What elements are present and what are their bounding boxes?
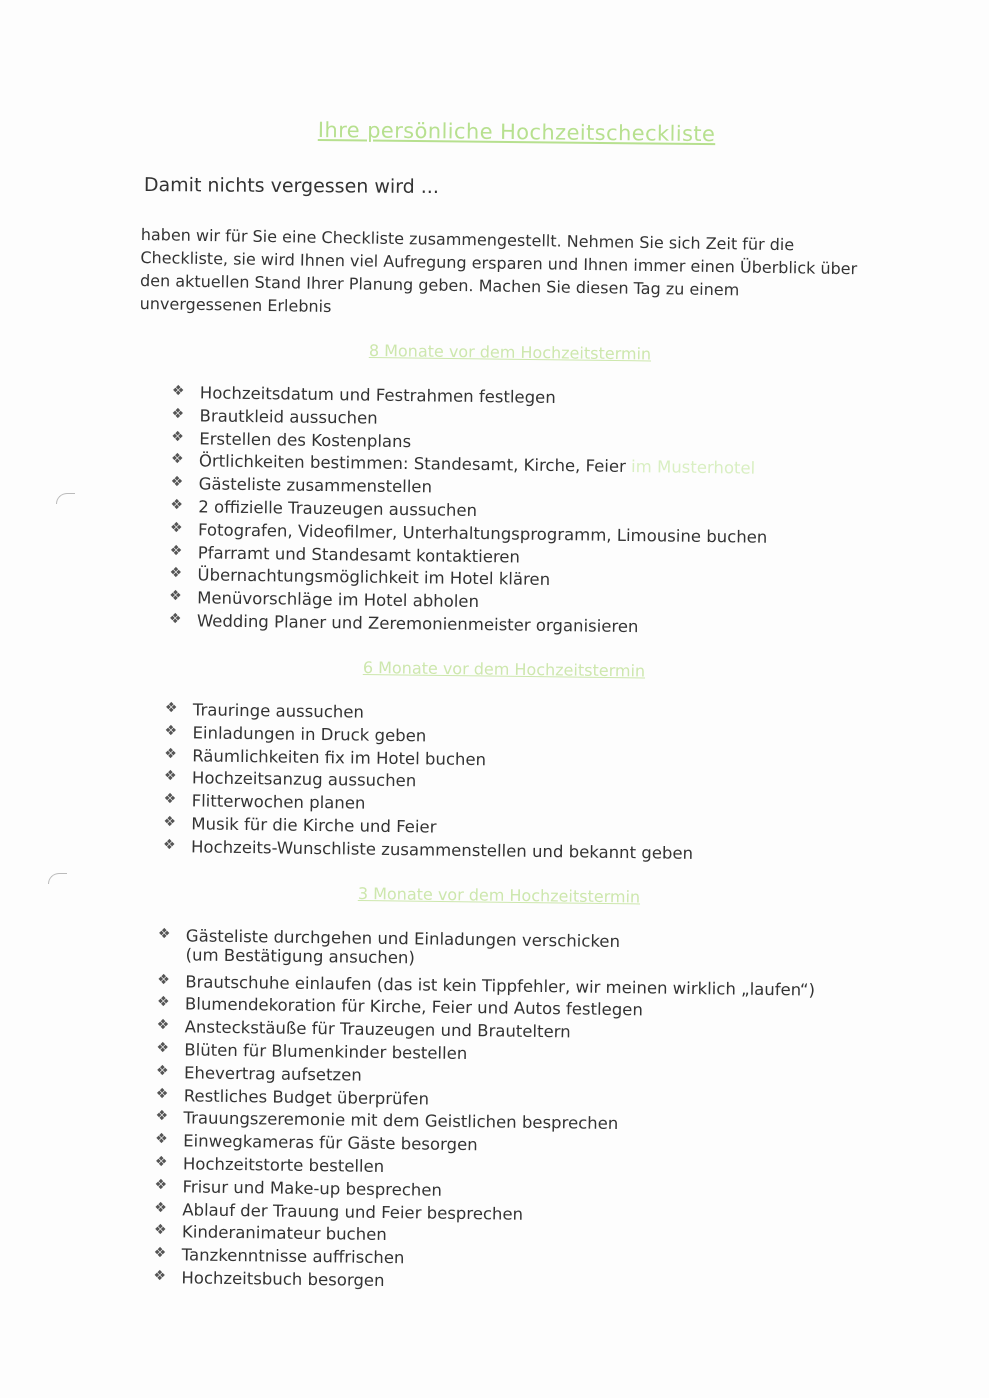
section-heading-3-months: 3 Monate vor dem Hochzeitstermin <box>357 884 641 907</box>
four-diamond-bullet-icon: ❖ <box>155 1085 169 1102</box>
four-diamond-bullet-icon: ❖ <box>153 1267 167 1285</box>
list-item: ❖ Ansteckstäuße für Trauzeugen und Brauteltern <box>156 1017 571 1042</box>
four-diamond-bullet-icon: ❖ <box>169 588 182 605</box>
four-diamond-bullet-icon: ❖ <box>153 1222 167 1239</box>
four-diamond-bullet-icon: ❖ <box>163 836 176 853</box>
four-diamond-bullet-icon: ❖ <box>154 1199 167 1216</box>
four-diamond-bullet-icon: ❖ <box>171 383 185 400</box>
checklist-3-months <box>153 926 815 1299</box>
four-diamond-bullet-icon: ❖ <box>156 1062 169 1079</box>
list-item: ❖ Menüvorschläge im Hotel abholen <box>169 588 480 612</box>
faded-suffix: im Musterhotel <box>625 457 756 479</box>
list-item: ❖ 2 offizielle Trauzeugen aussuchen <box>170 496 478 520</box>
four-diamond-bullet-icon: ❖ <box>156 1039 170 1057</box>
list-item: ❖ Pfarramt und Standesamt kontaktieren <box>169 542 521 567</box>
list-item: ❖ Tanzkenntnisse auffrischen <box>153 1245 405 1268</box>
four-diamond-bullet-icon: ❖ <box>153 1245 167 1262</box>
checklist-6-months <box>163 700 695 867</box>
four-diamond-bullet-icon: ❖ <box>157 971 170 988</box>
four-diamond-bullet-icon: ❖ <box>171 405 185 422</box>
punch-mark <box>56 493 75 504</box>
list-item: ❖ Restliches Budget überprüfen <box>155 1085 430 1109</box>
list-item: ❖ Hochzeitsdatum und Festrahmen festlegen <box>171 383 556 408</box>
intro-paragraph <box>140 223 901 327</box>
intro-line: den aktuellen Stand Ihrer Planung geben. Machen Sie diesen Tag zu einem <box>139 270 740 300</box>
list-item: ❖ Gästeliste durchgehen und Einladungen verschicken (um Bestätigung ansuchen) <box>157 926 621 968</box>
list-item: ❖ Flitterwochen planen <box>163 791 366 813</box>
four-diamond-bullet-icon: ❖ <box>170 451 184 468</box>
list-item: ❖ Erstellen des Kostenplans <box>171 428 412 451</box>
four-diamond-bullet-icon: ❖ <box>155 1108 169 1125</box>
page-subtitle: Damit nichts vergessen wird ... <box>143 174 439 199</box>
list-item: ❖ Trauungszeremonie mit dem Geistlichen besprechen <box>155 1108 619 1134</box>
intro-line: Checkliste, sie wird Ihnen viel Aufregung ersparen und Ihnen immer einen Überblick über <box>140 247 858 279</box>
four-diamond-bullet-icon: ❖ <box>168 610 182 628</box>
four-diamond-bullet-icon: ❖ <box>156 1017 170 1034</box>
list-item: ❖ Gästeliste zusammenstellen <box>170 474 433 497</box>
list-item: ❖ Ablauf der Trauung und Feier besprechen <box>154 1199 524 1224</box>
list-item: ❖ Hochzeitstorte bestellen <box>154 1153 385 1176</box>
four-diamond-bullet-icon: ❖ <box>163 813 177 831</box>
four-diamond-bullet-icon: ❖ <box>170 496 184 514</box>
four-diamond-bullet-icon: ❖ <box>154 1176 168 1193</box>
list-item: ❖ Ehevertrag aufsetzen <box>156 1062 362 1085</box>
list-item: ❖ Blüten für Blumenkinder bestellen <box>156 1039 468 1064</box>
list-item: ❖ Fotografen, Videofilmer, Unterhaltungsprogramm, Limousine buchen <box>170 519 768 547</box>
four-diamond-bullet-icon: ❖ <box>164 722 178 739</box>
list-item: ❖ Brautschuhe einlaufen (das ist kein Tippfehler, wir meinen wirklich „laufen“) <box>157 971 816 1000</box>
four-diamond-bullet-icon: ❖ <box>157 926 171 943</box>
checklist-8-months <box>169 383 770 642</box>
page-title: Ihre persönliche Hochzeitscheckliste <box>317 118 716 147</box>
list-item: ❖ Einwegkameras für Gäste besorgen <box>155 1131 478 1155</box>
list-item: ❖ Übernachtungsmöglichkeit im Hotel klären <box>169 565 551 590</box>
four-diamond-bullet-icon: ❖ <box>169 565 183 582</box>
four-diamond-bullet-icon: ❖ <box>169 542 183 559</box>
list-item: ❖ Blumendekoration für Kirche, Feier und Autos festlegen <box>156 994 643 1020</box>
list-item: ❖ Frisur und Make-up besprechen <box>154 1176 443 1200</box>
list-item: ❖ Einladungen in Druck geben <box>164 722 427 746</box>
list-item: ❖ Hochzeitsanzug aussuchen <box>163 768 417 791</box>
list-item: ❖ Kinderanimateur buchen <box>153 1222 387 1245</box>
list-item: ❖ Örtlichkeiten bestimmen: Standesamt, Kirche, Feier im Musterhotel <box>170 451 756 479</box>
section-heading-6-months: 6 Monate vor dem Hochzeitstermin <box>362 658 646 681</box>
intro-line: unvergessenen Erlebnis <box>139 293 332 316</box>
list-item: ❖ Räumlichkeiten fix im Hotel buchen <box>164 745 487 769</box>
list-item: ❖ Hochzeitsbuch besorgen <box>153 1267 385 1290</box>
list-item: ❖ Musik für die Kirche und Feier <box>163 813 437 837</box>
section-heading-8-months: 8 Monate vor dem Hochzeitstermin <box>368 341 652 364</box>
list-item: ❖ Trauringe aussuchen <box>164 700 365 722</box>
four-diamond-bullet-icon: ❖ <box>164 745 177 762</box>
four-diamond-bullet-icon: ❖ <box>155 1131 168 1148</box>
four-diamond-bullet-icon: ❖ <box>163 791 177 808</box>
four-diamond-bullet-icon: ❖ <box>156 994 170 1011</box>
four-diamond-bullet-icon: ❖ <box>170 474 184 491</box>
four-diamond-bullet-icon: ❖ <box>170 519 183 536</box>
list-item: ❖ Brautkleid aussuchen <box>171 405 378 428</box>
list-item: ❖ Wedding Planer und Zeremonienmeister organisieren <box>168 610 639 637</box>
four-diamond-bullet-icon: ❖ <box>163 768 177 785</box>
punch-mark <box>48 873 67 884</box>
four-diamond-bullet-icon: ❖ <box>164 700 178 717</box>
intro-line: haben wir für Sie eine Checkliste zusammengestellt. Nehmen Sie sich Zeit für die <box>140 224 795 255</box>
list-item: ❖ Hochzeits-Wunschliste zusammenstellen und bekannt geben <box>163 836 694 863</box>
four-diamond-bullet-icon: ❖ <box>171 428 184 445</box>
four-diamond-bullet-icon: ❖ <box>154 1153 168 1171</box>
